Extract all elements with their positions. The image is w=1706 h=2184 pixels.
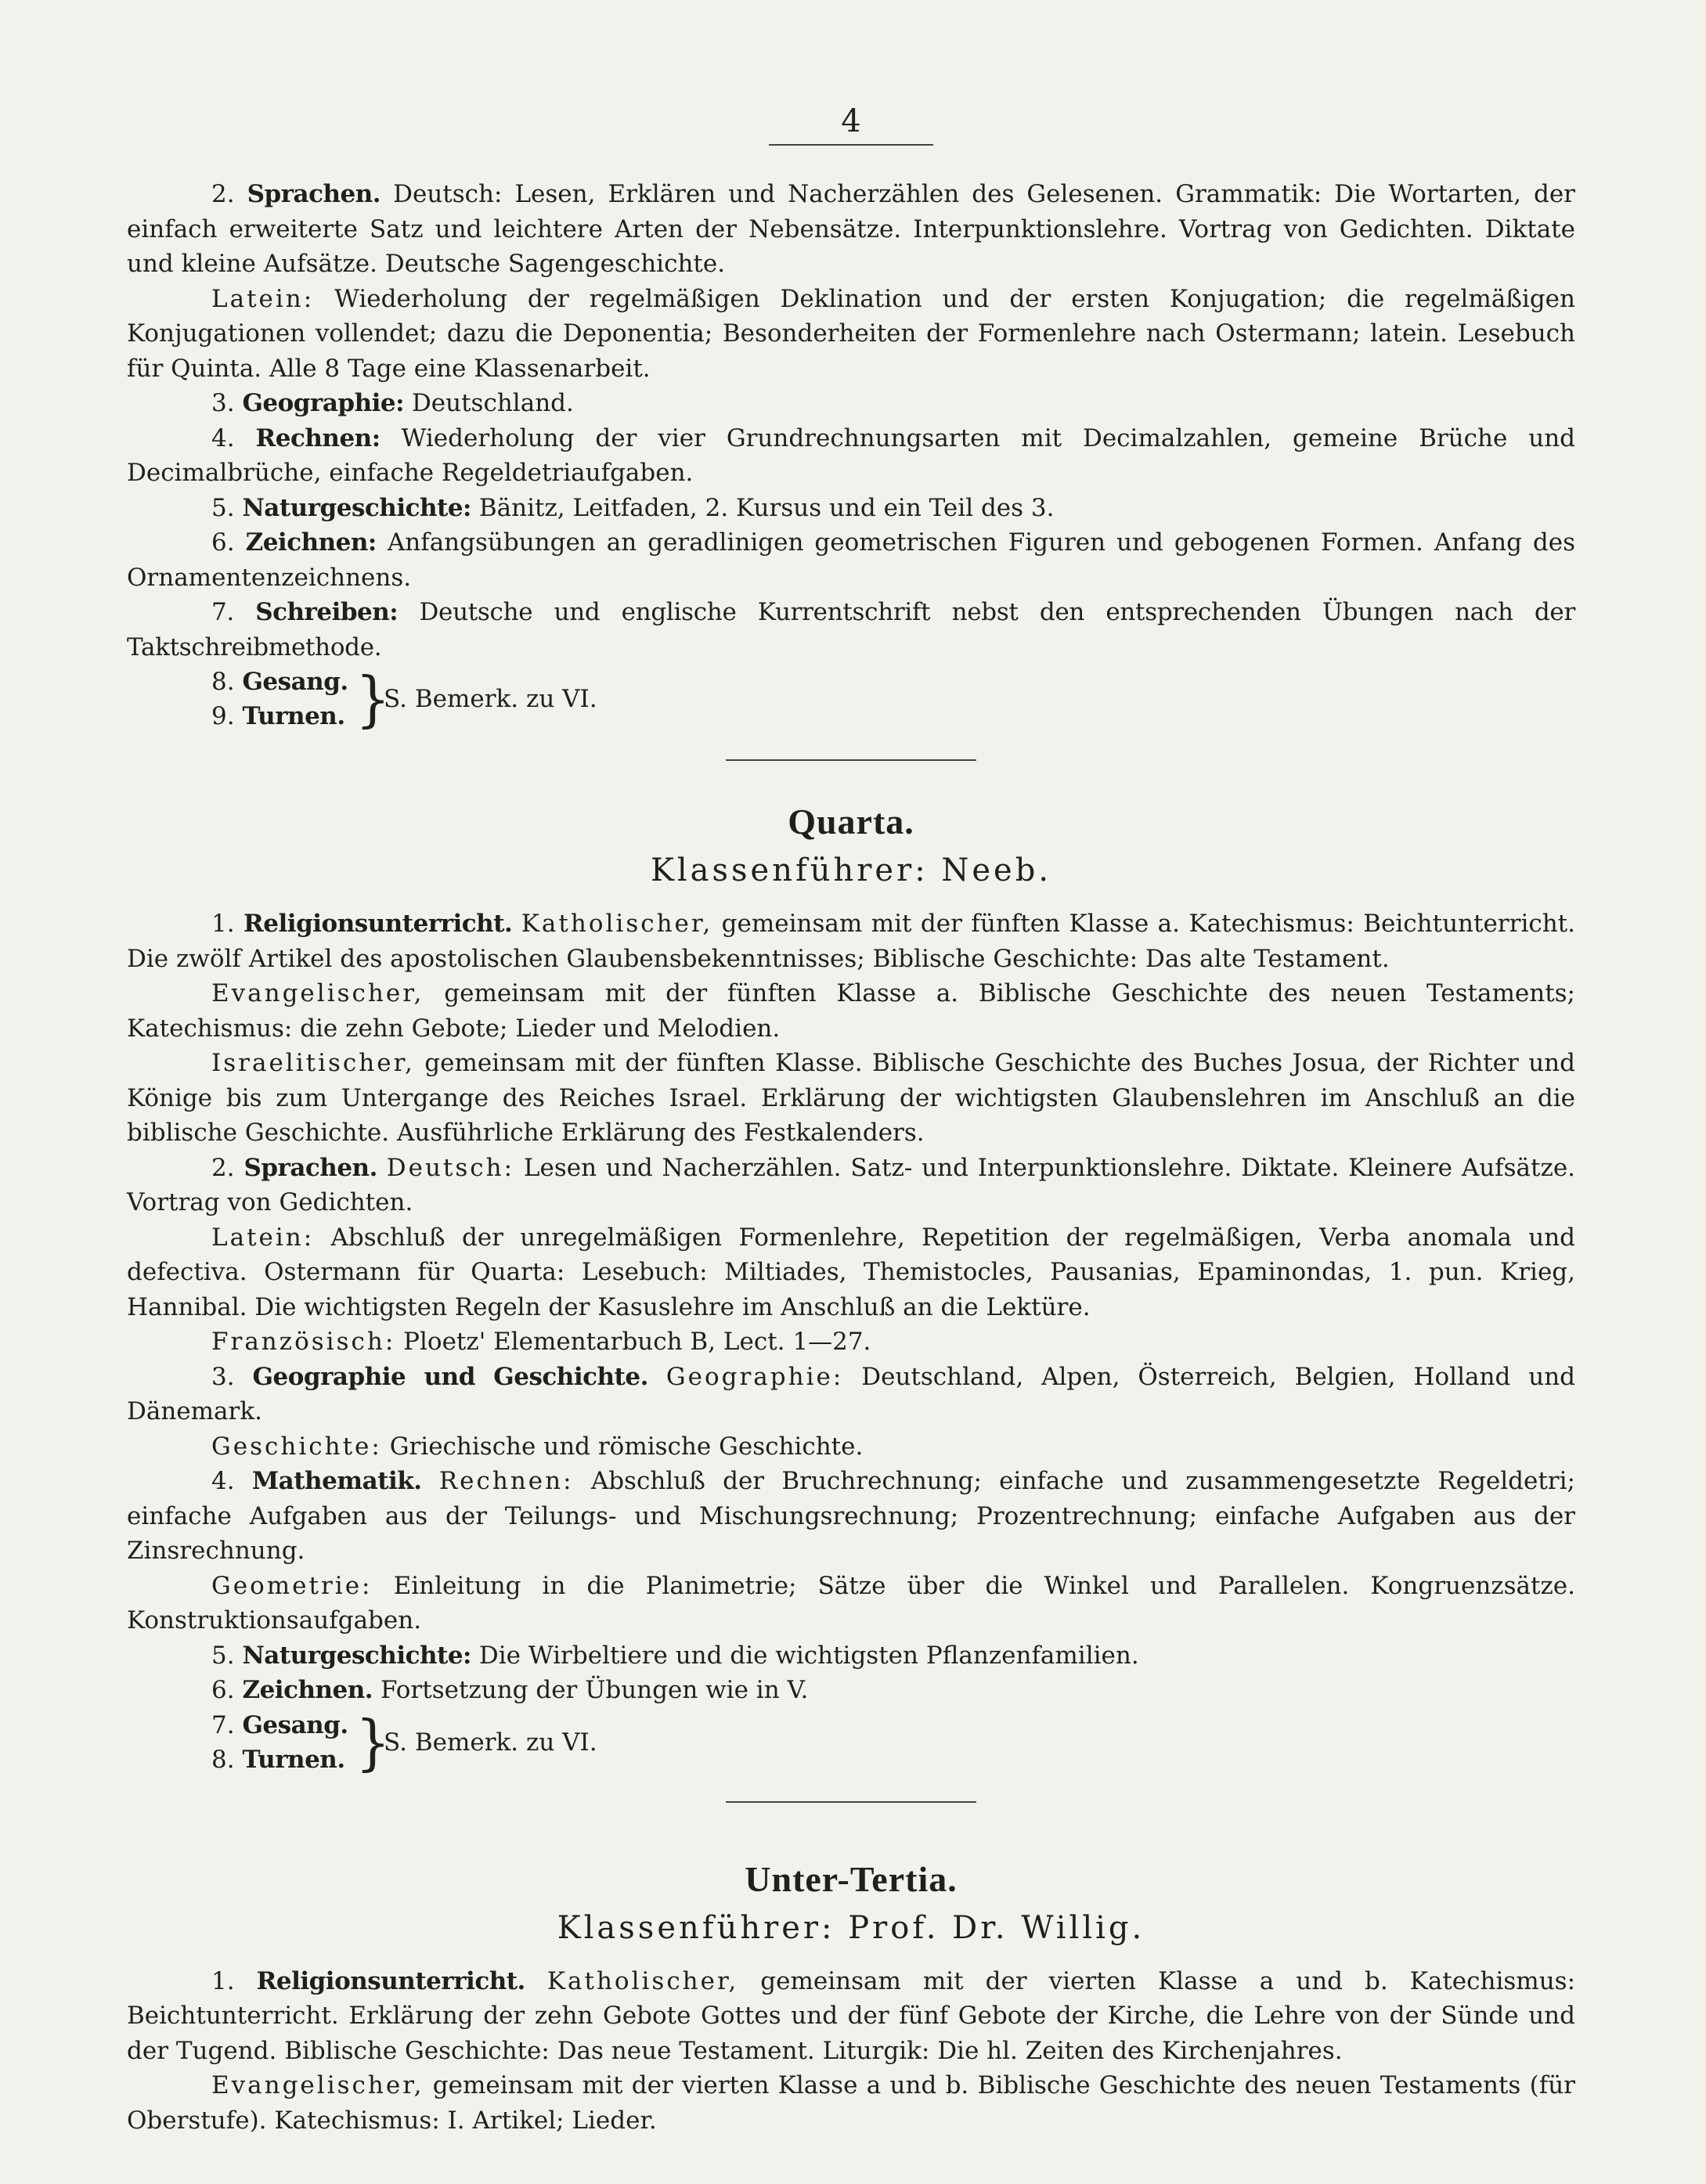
paragraph: 4. Mathematik. Rechnen: Abschluß der Bruchrechnung; einfache und zusammengesetzte Regeldetri; einfache Aufgaben aus der Teilungs- und Mischungsrechnung; Prozentrechnung; einfache Aufgaben aus der Zinsrechnung.	[127, 1467, 1575, 1565]
paragraph: 4. Rechnen: Wiederholung der vier Grundrechnungsarten mit Decimalzahlen, gemeine Brüche und Decimalbrüche, einfache Regeldetriaufgaben.	[127, 423, 1575, 487]
paragraph: Latein: Abschluß der unregelmäßigen Formenlehre, Repetition der regelmäßigen, Verba anomala und defectiva. Ostermann für Quarta: Lesebuch: Miltiades, Themistocles, Pausanias, Epaminondas, 1. pun. Krieg, Hannibal. Die wichtigsten Regeln der Kasuslehre im Anschluß an die Lektüre.	[127, 1223, 1575, 1321]
paragraph: Evangelischer, gemeinsam mit der fünften Klasse a. Biblische Geschichte des neuen Testaments; Katechismus: die zehn Gebote; Lieder und Melodien.	[127, 979, 1576, 1043]
paragraph: 1. Religionsunterricht. Katholischer, gemeinsam mit der vierten Klasse a und b. Katechismus: Beichtunterricht. Erklärung der zehn Gebote Gottes und der fünf Gebote der Kirche, die Lehre von der Sünde und der Tugend. Biblische Geschichte: Das neue Testament. Liturgik: Die hl. Zeiten des Kirchenjahres.	[127, 1966, 1576, 2065]
paragraph: 7. Schreiben: Deutsche und englische Kurrentschrift nebst den entsprechenden Übungen nach der Taktschreibmethode.	[127, 598, 1575, 661]
braced-subjects: 8. Gesang. 9. Turnen. } S. Bemerk. zu VI.	[211, 663, 597, 735]
page-number: 4	[841, 103, 861, 139]
paragraph: 5. Naturgeschichte: Die Wirbeltiere und die wichtigsten Pflanzenfamilien.	[211, 1641, 1139, 1670]
paragraph: 1. Religionsunterricht. Katholischer, gemeinsam mit der fünften Klasse a. Katechismus: Beichtunterricht. Die zwölf Artikel des apostolischen Glaubensbekenntnisses; Biblische Geschichte: Das alte Testament.	[127, 910, 1575, 973]
divider	[726, 1801, 976, 1803]
divider	[769, 144, 933, 146]
paragraph: Evangelischer, gemeinsam mit der vierten Klasse a und b. Biblische Geschichte des neuen Testaments (für Oberstufe). Katechismus: I. Artikel; Lieder.	[127, 2071, 1575, 2135]
untertertia-items	[127, 1964, 1575, 2139]
paragraph: 3. Geographie: Deutschland.	[211, 389, 574, 417]
paragraph: 6. Zeichnen: Anfangsübungen an geradlinigen geometrischen Figuren und gebogenen Formen. Anfang des Ornamentenzeichnens.	[127, 528, 1576, 592]
braced-subjects: 7. Gesang. 8. Turnen. } S. Bemerk. zu VI.	[211, 1706, 597, 1778]
section-quinta-continued	[127, 177, 1575, 734]
class-leader-untertertia: Klassenführer: Prof. Dr. Willig.	[557, 1909, 1145, 1946]
paragraph: 5. Naturgeschichte: Bänitz, Leitfaden, 2. Kursus und ein Teil des 3.	[211, 493, 1055, 522]
paragraph: 6. Zeichnen. Fortsetzung der Übungen wie in V.	[211, 1676, 809, 1704]
paragraph: Geometrie: Einleitung in die Planimetrie; Sätze über die Winkel und Parallelen. Kongruenzsätze. Konstruktionsaufgaben.	[127, 1571, 1575, 1634]
divider	[726, 759, 976, 761]
paragraph: Israelitischer, gemeinsam mit der fünften Klasse. Biblische Geschichte des Buches Josua, der Richter und Könige bis zum Untergange des Reiches Israel. Erklärung der wichtigsten Glaubenslehren im Anschluß an die biblische Geschichte. Ausführliche Erklärung des Festkalenders.	[127, 1049, 1575, 1147]
paragraph: Geschichte: Griechische und römische Geschichte.	[211, 1432, 864, 1461]
paragraph: 2. Sprachen. Deutsch: Lesen und Nacherzählen. Satz- und Interpunktionslehre. Diktate. Kleinere Aufsätze. Vortrag von Gedichten.	[127, 1153, 1576, 1216]
paragraph: 2. Sprachen. Deutsch: Lesen, Erklären und Nacherzählen des Gelesenen. Grammatik: Die Wortarten, der einfach erweiterte Satz und leichtere Arten der Nebensätze. Interpunktionslehre. Vortrag von Gedichten. Diktate und kleine Aufsätze. Deutsche Sagengeschichte.	[127, 180, 1575, 278]
quarta-items	[127, 906, 1575, 1708]
paragraph: Latein: Wiederholung der regelmäßigen Deklination und der ersten Konjugation; die regelmäßigen Konjugationen vollendet; dazu die Deponentia; Besonderheiten der Formenlehre nach Ostermann; latein. Lesebuch für Quinta. Alle 8 Tage eine Klassenarbeit.	[127, 284, 1575, 383]
brace-icon: }	[355, 663, 391, 735]
paragraph: 3. Geographie und Geschichte. Geographie: Deutschland, Alpen, Österreich, Belgien, Holland und Dänemark.	[127, 1362, 1576, 1425]
brace-icon: }	[355, 1706, 391, 1778]
class-title-untertertia: Unter-Tertia.	[745, 1858, 958, 1899]
document-page	[127, 102, 1575, 2138]
paragraph: Französisch: Ploetz' Elementarbuch B, Lect. 1—27.	[211, 1328, 871, 1356]
class-title-quarta: Quarta.	[788, 802, 914, 842]
class-leader-quarta: Klassenführer: Neeb.	[650, 852, 1052, 888]
